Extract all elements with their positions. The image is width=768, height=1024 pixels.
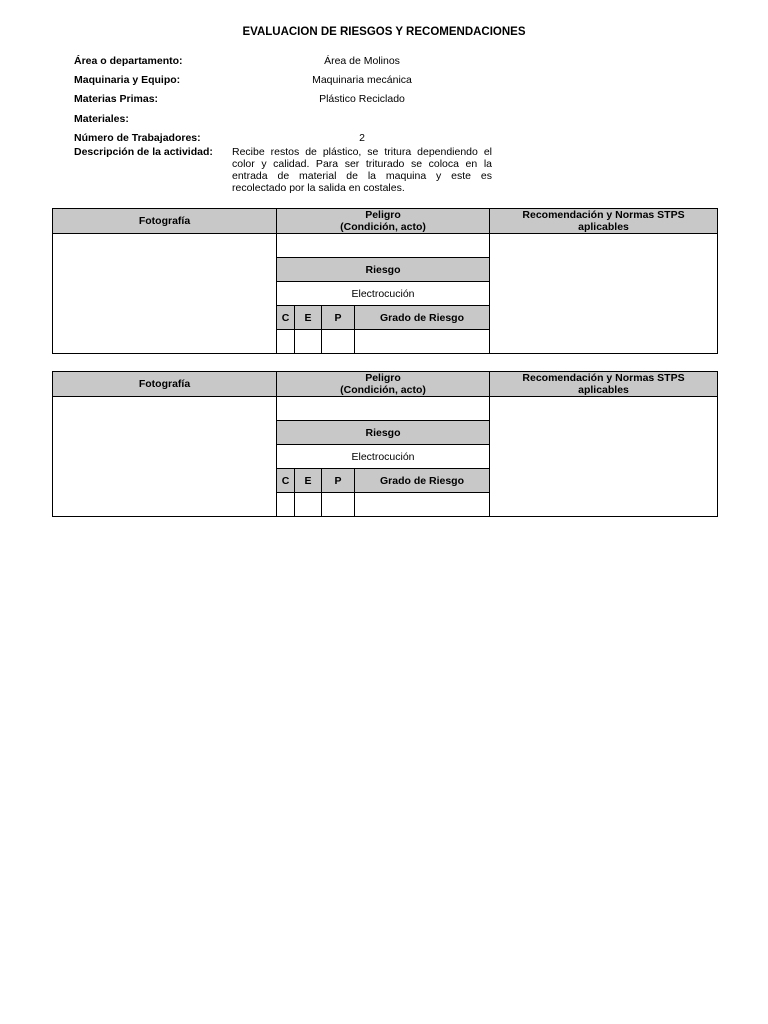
- page-title: EVALUACION DE RIESGOS Y RECOMENDACIONES: [242, 26, 526, 38]
- header-peligro: [277, 372, 490, 397]
- info-row-descripcion: [74, 146, 494, 194]
- fotografia-cell: [53, 397, 277, 517]
- c-value: [277, 330, 295, 354]
- maquinaria-value: Maquinaria mecánica: [312, 73, 412, 86]
- p-value: [322, 330, 355, 354]
- info-row-trabajadores: [74, 128, 494, 147]
- riesgo-value: Electrocución: [277, 282, 490, 306]
- area-label: Área o departamento:: [74, 54, 183, 67]
- e-value: [295, 493, 322, 517]
- trabajadores-value: 2: [359, 131, 365, 144]
- grado-value: [355, 493, 490, 517]
- info-row-materiales: [74, 109, 494, 128]
- grado-label: Grado de Riesgo: [355, 306, 490, 330]
- risk-table-2: [52, 371, 718, 517]
- materias-value: Plástico Reciclado: [319, 93, 405, 106]
- p-label: P: [322, 306, 355, 330]
- c-label: C: [277, 306, 295, 330]
- recomendacion-cell: [490, 397, 718, 517]
- p-label: P: [322, 469, 355, 493]
- c-label: C: [277, 469, 295, 493]
- riesgo-value: Electrocución: [277, 445, 490, 469]
- header-peligro-line2: (Condición, acto): [340, 221, 426, 233]
- header-recomendacion-line2: aplicables: [578, 221, 629, 233]
- header-peligro-line1: Peligro: [365, 372, 401, 384]
- header-recomendacion: [490, 372, 718, 397]
- riesgo-label: Riesgo: [277, 258, 490, 282]
- e-value: [295, 330, 322, 354]
- e-label: E: [295, 469, 322, 493]
- header-recomendacion-line1: Recomendación y Normas STPS: [522, 372, 685, 384]
- recomendacion-cell: [490, 234, 718, 354]
- info-row-area: [74, 51, 494, 70]
- grado-value: [355, 330, 490, 354]
- header-peligro-line2: (Condición, acto): [340, 384, 426, 396]
- fotografia-cell: [53, 234, 277, 354]
- trabajadores-label: Número de Trabajadores:: [74, 131, 201, 144]
- materias-label: Materias Primas:: [74, 93, 159, 106]
- p-value: [322, 493, 355, 517]
- c-value: [277, 493, 295, 517]
- risk-table-1: [52, 208, 718, 354]
- header-recomendacion: [490, 209, 718, 234]
- maquinaria-label: Maquinaria y Equipo:: [74, 73, 181, 86]
- materiales-label: Materiales:: [74, 112, 129, 125]
- info-section: [74, 51, 494, 194]
- header-recomendacion-line1: Recomendación y Normas STPS: [522, 209, 685, 221]
- header-peligro-line1: Peligro: [365, 209, 401, 221]
- grado-label: Grado de Riesgo: [355, 469, 490, 493]
- info-row-materias: [74, 90, 494, 109]
- e-label: E: [295, 306, 322, 330]
- header-recomendacion-line2: aplicables: [578, 384, 629, 396]
- descripcion-value: Recibe restos de plástico, se tritura dependiendo el color y calidad. Para ser triturado se coloca en la entrada de material de la maquina y este es recolectado por la salida en costales.: [232, 146, 492, 195]
- peligro-value: [277, 234, 490, 258]
- info-row-maquinaria: [74, 70, 494, 89]
- area-value: Área de Molinos: [324, 54, 400, 67]
- header-peligro: [277, 209, 490, 234]
- header-fotografia: Fotografía: [53, 372, 277, 397]
- peligro-value: [277, 397, 490, 421]
- header-fotografia: Fotografía: [53, 209, 277, 234]
- riesgo-label: Riesgo: [277, 421, 490, 445]
- descripcion-label: Descripción de la actividad:: [74, 146, 213, 159]
